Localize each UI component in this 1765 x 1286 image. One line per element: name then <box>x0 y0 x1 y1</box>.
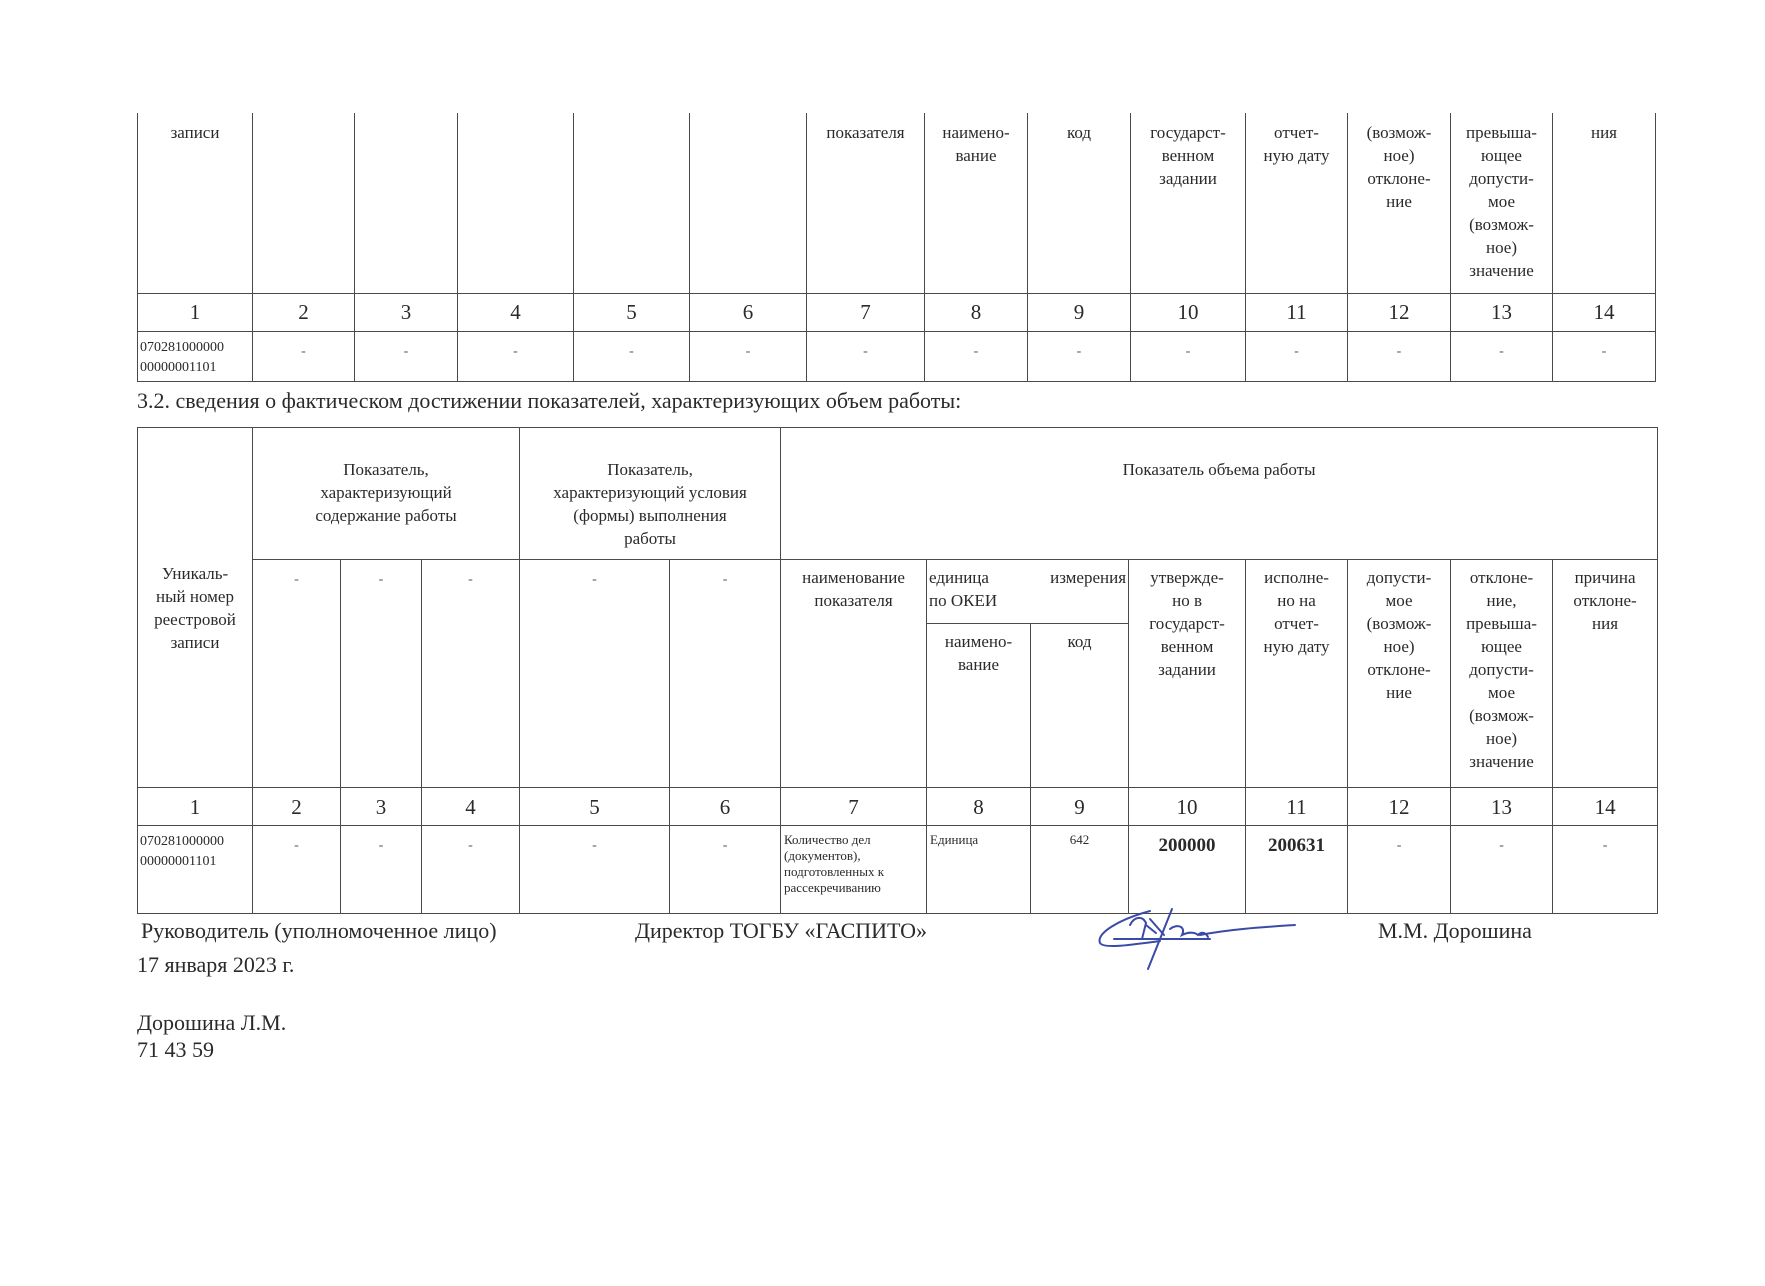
signature-icon <box>1090 905 1305 975</box>
cell-value: - <box>1131 331 1246 381</box>
sub-header-dash: - <box>341 560 422 788</box>
cell-value: - <box>422 826 520 914</box>
column-number: 4 <box>458 293 574 331</box>
header-allowed-deviation: допусти- мое (возмож- ное) отклоне- ние <box>1348 560 1451 788</box>
executor-name: Дорошина Л.М. <box>137 1010 287 1035</box>
column-number: 9 <box>1028 293 1131 331</box>
quality-table <box>137 113 1656 382</box>
header-exceeding-deviation: отклоне- ние, превыша- ющее допусти- мое (возмож- ное) значение <box>1451 560 1553 788</box>
cell-value: - <box>253 331 355 381</box>
sub-header-dash: - <box>670 560 781 788</box>
column-number: 1 <box>138 788 253 826</box>
cell-value: - <box>1028 331 1131 381</box>
header-unit-line2: по ОКЕИ <box>929 591 998 610</box>
header-allowed-deviation: (возмож- ное) отклоне- ние <box>1348 113 1451 293</box>
column-number-row <box>138 293 1656 331</box>
cell-value: - <box>670 826 781 914</box>
column-number: 8 <box>927 788 1031 826</box>
header-conditions-indicator: Показатель, характеризующий условия (формы) выполнения работы <box>520 428 781 560</box>
unit-name: Единица <box>927 826 1031 914</box>
column-number: 2 <box>253 788 341 826</box>
cell-value: - <box>1348 826 1451 914</box>
cell-value: - <box>1451 826 1553 914</box>
header-unit <box>927 560 1129 624</box>
column-number: 7 <box>807 293 925 331</box>
header-reason: причина отклоне- ния <box>1553 560 1658 788</box>
header-unit-name: наимено- вание <box>925 113 1028 293</box>
report-date: 17 января 2023 г. <box>137 952 295 977</box>
cell-value: - <box>925 331 1028 381</box>
signer-position: Директор ТОГБУ «ГАСПИТО» <box>635 918 928 943</box>
header-indicator-name: наименование показателя <box>781 560 927 788</box>
header-blank <box>355 113 458 293</box>
cell-value: - <box>355 331 458 381</box>
header-blank <box>458 113 574 293</box>
header-unit-word1: единица <box>929 568 989 587</box>
column-number: 4 <box>422 788 520 826</box>
column-number: 3 <box>341 788 422 826</box>
column-number: 12 <box>1348 293 1451 331</box>
header-blank <box>690 113 807 293</box>
header-unit-name: наимено- вание <box>927 624 1031 788</box>
column-number: 14 <box>1553 788 1658 826</box>
column-number: 8 <box>925 293 1028 331</box>
registry-code: 070281000000 00000001101 <box>138 331 253 381</box>
cell-value: - <box>520 826 670 914</box>
cell-value: - <box>1348 331 1451 381</box>
column-number: 10 <box>1131 293 1246 331</box>
sub-header-dash: - <box>422 560 520 788</box>
column-number: 6 <box>670 788 781 826</box>
header-blank <box>574 113 690 293</box>
header-unit-line1 <box>929 566 1126 589</box>
header-exceeding-deviation: превыша- ющее допусти- мое (возмож- ное) значение <box>1451 113 1553 293</box>
column-number: 12 <box>1348 788 1451 826</box>
column-number: 1 <box>138 293 253 331</box>
column-number: 10 <box>1129 788 1246 826</box>
header-indicator-name: показателя <box>807 113 925 293</box>
header-row <box>138 113 1656 293</box>
column-number: 6 <box>690 293 807 331</box>
table-row <box>138 331 1656 381</box>
column-number: 11 <box>1246 788 1348 826</box>
signer-role: Руководитель (уполномоченное лицо) <box>141 918 497 943</box>
cell-value: - <box>1553 331 1656 381</box>
column-number: 7 <box>781 788 927 826</box>
cell-value: - <box>1246 331 1348 381</box>
column-number: 13 <box>1451 293 1553 331</box>
header-unit-code: код <box>1031 624 1129 788</box>
cell-value: - <box>807 331 925 381</box>
column-number: 9 <box>1031 788 1129 826</box>
header-unit-code: код <box>1028 113 1131 293</box>
header-approved: государст- венном задании <box>1131 113 1246 293</box>
table-row <box>138 826 1658 914</box>
header-approved: утвержде- но в государст- венном задании <box>1129 560 1246 788</box>
header-blank <box>253 113 355 293</box>
column-number: 3 <box>355 293 458 331</box>
volume-table <box>137 427 1658 914</box>
cell-value: - <box>1451 331 1553 381</box>
cell-value: - <box>574 331 690 381</box>
cell-value: - <box>1553 826 1658 914</box>
executor-phone: 71 43 59 <box>137 1037 214 1062</box>
done-value: 200631 <box>1246 826 1348 914</box>
sub-header-dash: - <box>520 560 670 788</box>
header-unit-word2: измерения <box>1050 568 1127 587</box>
header-record: записи <box>138 113 253 293</box>
column-number: 14 <box>1553 293 1656 331</box>
column-number: 11 <box>1246 293 1348 331</box>
unit-code: 642 <box>1031 826 1129 914</box>
header-volume-indicator: Показатель объема работы <box>781 428 1658 560</box>
sub-header-dash: - <box>253 560 341 788</box>
approved-value: 200000 <box>1129 826 1246 914</box>
header-done: исполне- но на отчет- ную дату <box>1246 560 1348 788</box>
indicator-name: Количество дел (документов), подготовленных к рассекречиванию <box>781 826 927 914</box>
cell-value: - <box>690 331 807 381</box>
column-number: 2 <box>253 293 355 331</box>
column-number: 5 <box>574 293 690 331</box>
column-number: 13 <box>1451 788 1553 826</box>
signer-name: М.М. Дорошина <box>1378 918 1532 943</box>
header-unique-number: Уникаль- ный номер реестровой записи <box>138 428 253 788</box>
column-number-row <box>138 788 1658 826</box>
header-reason: ния <box>1553 113 1656 293</box>
header-done: отчет- ную дату <box>1246 113 1348 293</box>
cell-value: - <box>341 826 422 914</box>
column-number: 5 <box>520 788 670 826</box>
cell-value: - <box>458 331 574 381</box>
registry-code: 070281000000 00000001101 <box>138 826 253 914</box>
cell-value: - <box>253 826 341 914</box>
section-heading: 3.2. сведения о фактическом достижении показателей, характеризующих объем работы: <box>137 388 962 413</box>
header-content-indicator: Показатель, характеризующий содержание работы <box>253 428 520 560</box>
